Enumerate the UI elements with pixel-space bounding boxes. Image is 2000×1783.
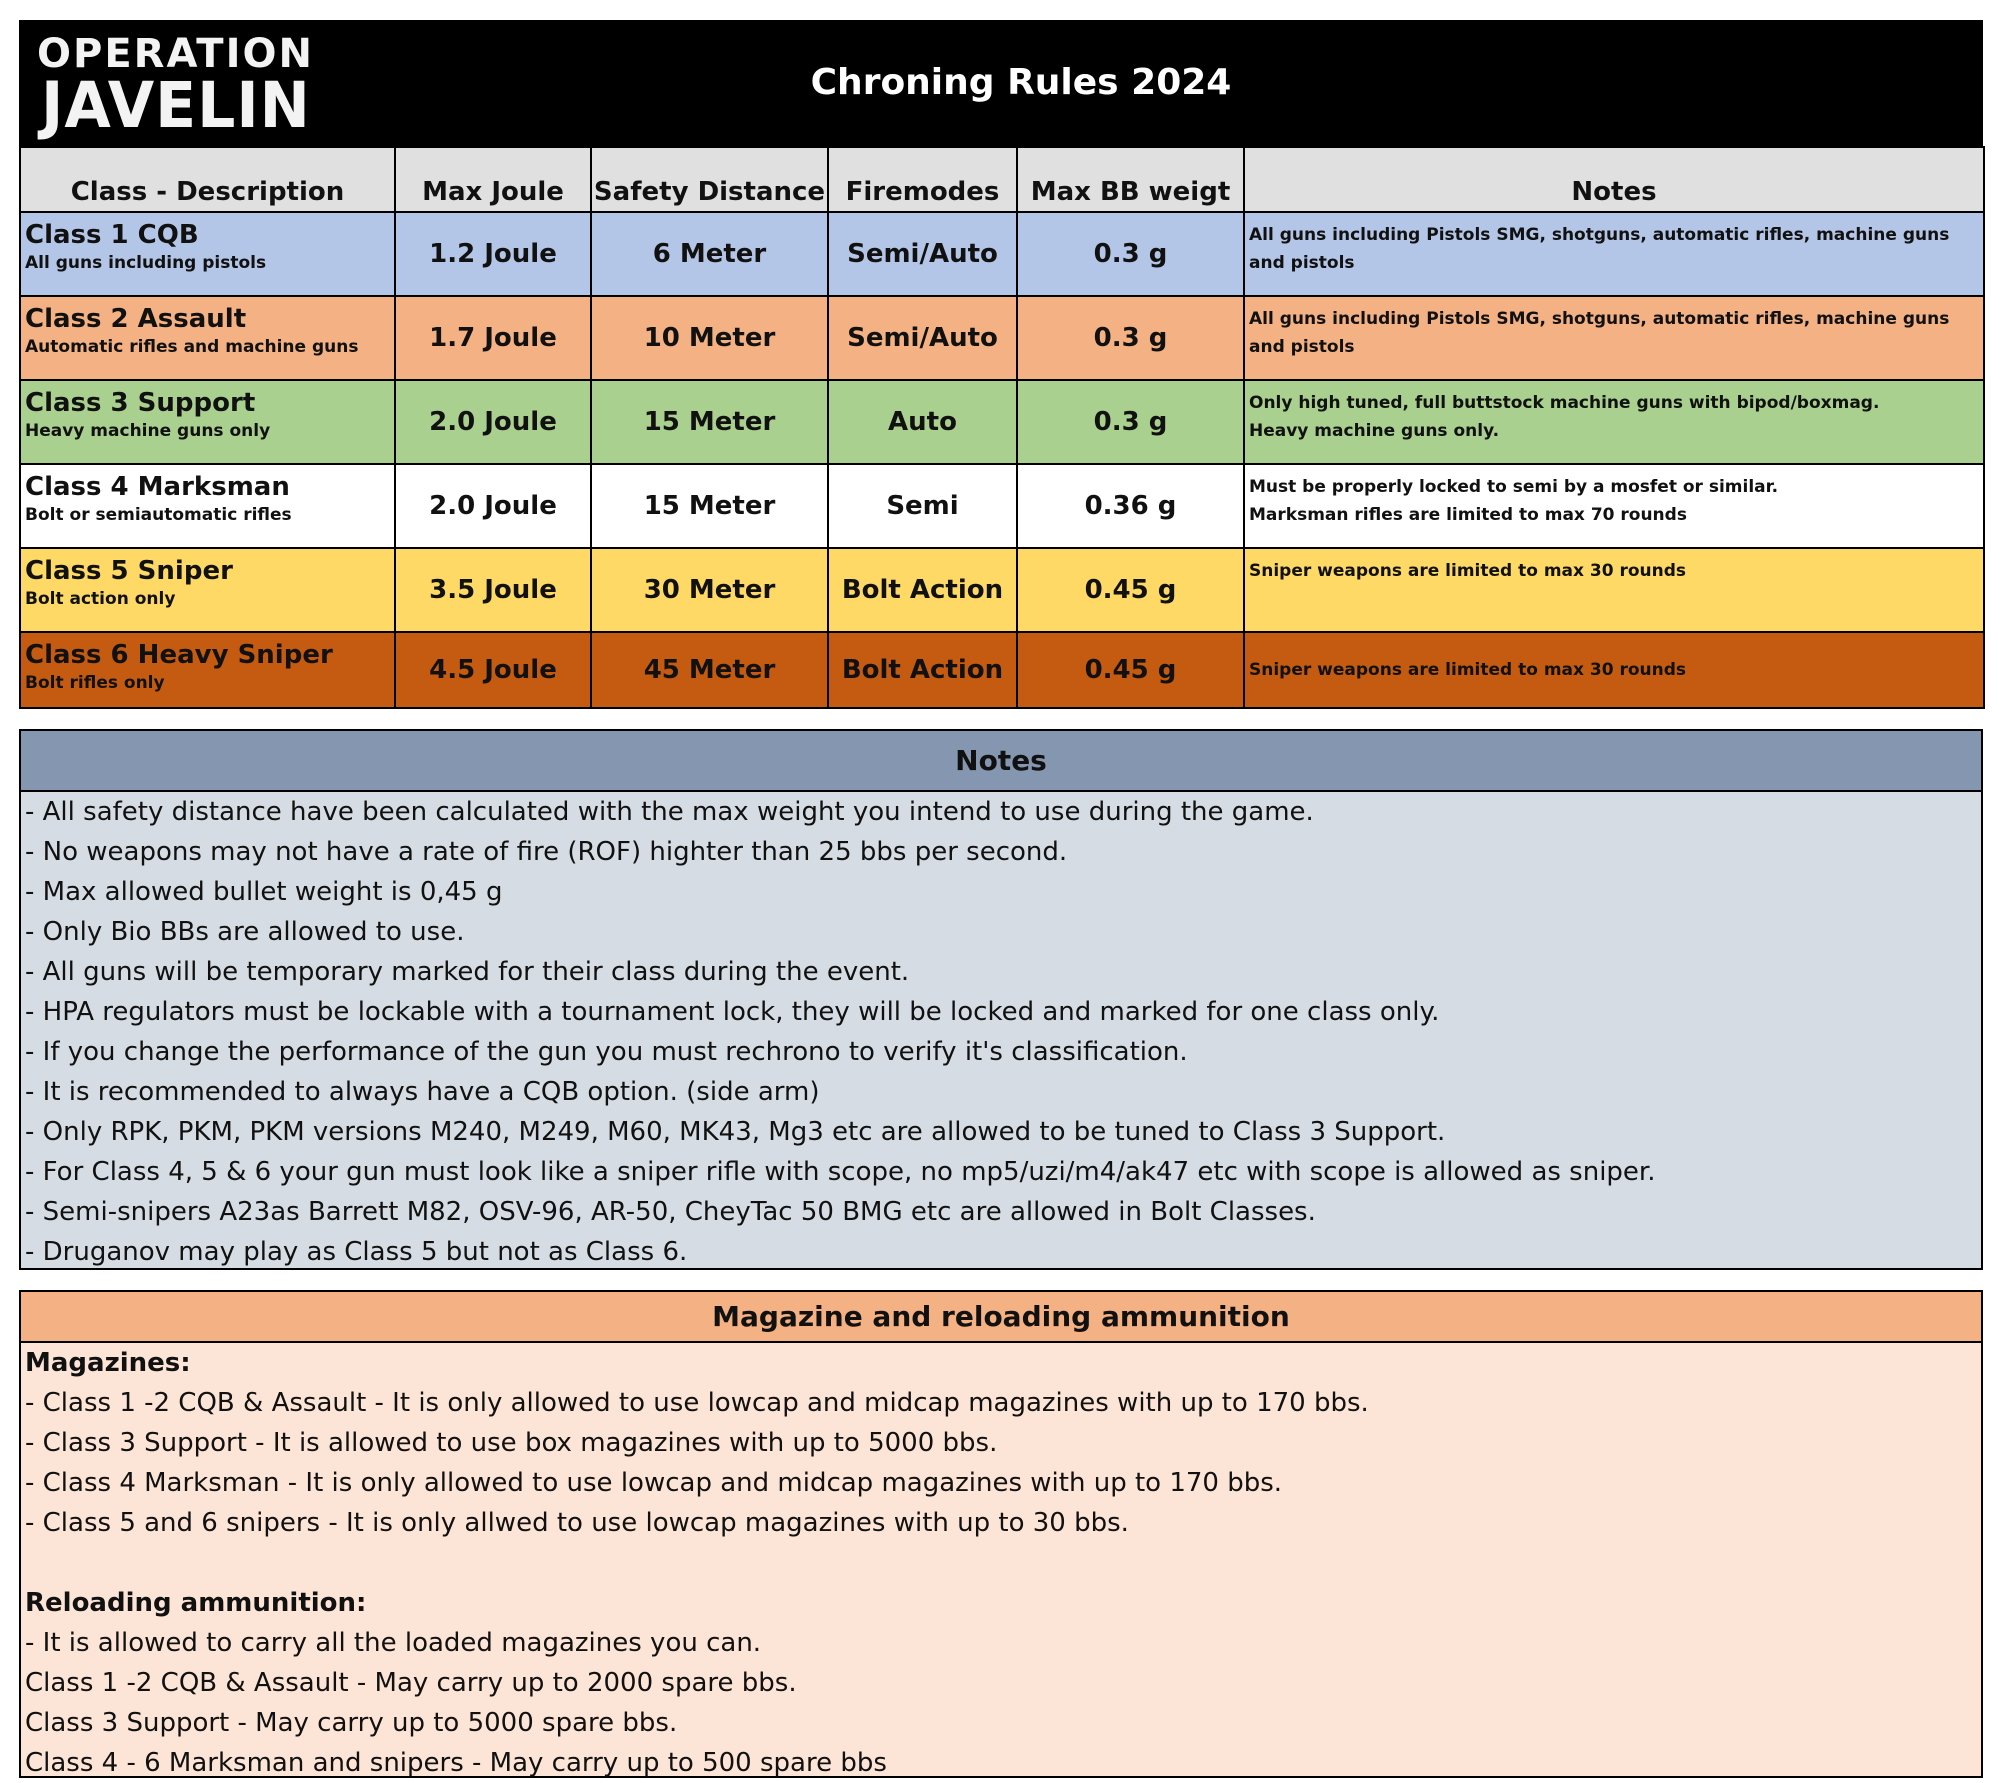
- magazine-rule-line: - Class 1 -2 CQB & Assault - It is only allowed to use lowcap and midcap magazines with up to 170 bbs.: [25, 1388, 1369, 1418]
- notes-line: - HPA regulators must be lockable with a tournament lock, they will be locked and marked for one class only.: [25, 997, 1440, 1027]
- reloading-rule-line: Class 4 - 6 Marksman and snipers - May carry up to 500 spare bbs: [25, 1748, 887, 1778]
- max-joule-cell: 2.0 Joule: [395, 380, 591, 464]
- notes-line: - Only Bio BBs are allowed to use.: [25, 917, 465, 947]
- max-joule-cell: 1.7 Joule: [395, 296, 591, 380]
- notes-line: - All safety distance have been calculated with the max weight you intend to use during the game.: [25, 797, 1314, 827]
- reloading-list: [21, 1623, 1981, 1783]
- col-header-max-joule: Max Joule: [395, 147, 591, 212]
- class-table: [19, 146, 1985, 709]
- notes-section: [19, 729, 1983, 1270]
- firemodes-cell: Bolt Action: [828, 548, 1017, 632]
- reloading-heading: Reloading ammunition:: [25, 1588, 367, 1618]
- class-notes-cell: [1244, 380, 1984, 464]
- class-note-line: Only high tuned, full buttstock machine guns with bipod/boxmag.: [1249, 393, 1880, 413]
- safety-distance-cell: 15 Meter: [591, 464, 828, 548]
- notes-line: - Only RPK, PKM, PKM versions M240, M249, M60, MK43, Mg3 etc are allowed to be tuned to Class 3 Support.: [25, 1117, 1446, 1147]
- class-notes-cell: [1244, 548, 1984, 632]
- spacer: [21, 1543, 1981, 1583]
- safety-distance-cell: 10 Meter: [591, 296, 828, 380]
- class-subtitle: Bolt rifles only: [25, 673, 165, 693]
- notes-line: - Semi-snipers A23as Barrett M82, OSV-96, AR-50, CheyTac 50 BMG etc are allowed in Bolt Classes.: [25, 1197, 1316, 1227]
- max-joule-cell: 1.2 Joule: [395, 212, 591, 296]
- class-subtitle: Heavy machine guns only: [25, 421, 271, 441]
- col-header-class: Class - Description: [20, 147, 395, 212]
- magazine-rule-line: - Class 5 and 6 snipers - It is only allwed to use lowcap magazines with up to 30 bbs.: [25, 1508, 1129, 1538]
- class-name: Class 4 Marksman: [25, 472, 290, 502]
- class-description: [20, 212, 395, 296]
- magazines-list: [21, 1383, 1981, 1543]
- class-notes-cell: [1244, 632, 1984, 708]
- reloading-rule-line: - It is allowed to carry all the loaded magazines you can.: [25, 1628, 762, 1658]
- safety-distance-cell: 6 Meter: [591, 212, 828, 296]
- class-description: [20, 296, 395, 380]
- class-name: Class 6 Heavy Sniper: [25, 640, 333, 670]
- header-bar: [19, 20, 1983, 146]
- class-subtitle: Bolt or semiautomatic rifles: [25, 505, 292, 525]
- class-description: [20, 548, 395, 632]
- class-name: Class 2 Assault: [25, 304, 247, 334]
- col-header-notes: Notes: [1244, 147, 1984, 212]
- notes-body: [21, 792, 1981, 1268]
- magazine-body: [21, 1343, 1981, 1776]
- magazine-rule-line: - Class 3 Support - It is allowed to use box magazines with up to 5000 bbs.: [25, 1428, 998, 1458]
- class-row: [20, 632, 1984, 708]
- max-bb-weight-cell: 0.45 g: [1017, 632, 1244, 708]
- logo-line-2: JAVELIN: [41, 69, 311, 143]
- max-joule-cell: 4.5 Joule: [395, 632, 591, 708]
- class-description: [20, 632, 395, 708]
- class-notes-cell: [1244, 464, 1984, 548]
- max-bb-weight-cell: 0.3 g: [1017, 380, 1244, 464]
- class-name: Class 5 Sniper: [25, 556, 233, 586]
- notes-line: - No weapons may not have a rate of fire (ROF) highter than 25 bbs per second.: [25, 837, 1068, 867]
- class-notes-cell: [1244, 296, 1984, 380]
- class-name: Class 1 CQB: [25, 220, 199, 250]
- chroning-rules-document: [19, 20, 1983, 1778]
- firemodes-cell: Auto: [828, 380, 1017, 464]
- class-note-line: Heavy machine guns only.: [1249, 421, 1500, 441]
- firemodes-cell: Semi/Auto: [828, 212, 1017, 296]
- class-notes-cell: [1244, 212, 1984, 296]
- class-row: [20, 548, 1984, 632]
- notes-line: - For Class 4, 5 & 6 your gun must look like a sniper rifle with scope, no mp5/uzi/m4/ak47 etc with scope is allowed as sniper.: [25, 1157, 1656, 1187]
- class-note-line: Marksman rifles are limited to max 70 rounds: [1249, 505, 1687, 525]
- class-row: [20, 212, 1984, 296]
- notes-line: - If you change the performance of the gun you must rechrono to verify it's classification.: [25, 1037, 1188, 1067]
- col-header-firemodes: Firemodes: [828, 147, 1017, 212]
- logo-line-1: OPERATION: [37, 31, 314, 77]
- class-subtitle: Automatic rifles and machine guns: [25, 337, 359, 357]
- class-note-line: Must be properly locked to semi by a mosfet or similar.: [1249, 477, 1779, 497]
- class-table-body: [20, 212, 1984, 708]
- class-row: [20, 296, 1984, 380]
- safety-distance-cell: 45 Meter: [591, 632, 828, 708]
- notes-title: Notes: [21, 731, 1981, 792]
- safety-distance-cell: 30 Meter: [591, 548, 828, 632]
- class-note-line: Sniper weapons are limited to max 30 rounds: [1249, 561, 1687, 581]
- max-bb-weight-cell: 0.36 g: [1017, 464, 1244, 548]
- class-note-line: All guns including Pistols SMG, shotguns, automatic rifles, machine guns and pistols: [1249, 225, 1950, 273]
- firemodes-cell: Semi: [828, 464, 1017, 548]
- firemodes-cell: Bolt Action: [828, 632, 1017, 708]
- safety-distance-cell: 15 Meter: [591, 380, 828, 464]
- firemodes-cell: Semi/Auto: [828, 296, 1017, 380]
- reloading-rule-line: Class 1 -2 CQB & Assault - May carry up to 2000 spare bbs.: [25, 1668, 797, 1698]
- max-bb-weight-cell: 0.45 g: [1017, 548, 1244, 632]
- class-description: [20, 380, 395, 464]
- class-table-header-row: [20, 147, 1984, 212]
- notes-line: - It is recommended to always have a CQB option. (side arm): [25, 1077, 820, 1107]
- page-title: Chroning Rules 2024: [810, 62, 1232, 103]
- col-header-max-bb-weight: Max BB weigt: [1017, 147, 1244, 212]
- col-header-safety-distance: Safety Distance: [591, 147, 828, 212]
- class-subtitle: All guns including pistols: [25, 253, 267, 273]
- reloading-rule-line: Class 3 Support - May carry up to 5000 spare bbs.: [25, 1708, 678, 1738]
- magazine-section: [19, 1290, 1983, 1778]
- notes-line: - Druganov may play as Class 5 but not as Class 6.: [25, 1237, 688, 1267]
- magazine-rule-line: - Class 4 Marksman - It is only allowed to use lowcap and midcap magazines with up to 170 bbs.: [25, 1468, 1283, 1498]
- class-name: Class 3 Support: [25, 388, 256, 418]
- max-bb-weight-cell: 0.3 g: [1017, 296, 1244, 380]
- notes-line: - All guns will be temporary marked for their class during the event.: [25, 957, 910, 987]
- max-joule-cell: 2.0 Joule: [395, 464, 591, 548]
- class-description: [20, 464, 395, 548]
- max-joule-cell: 3.5 Joule: [395, 548, 591, 632]
- notes-line: - Max allowed bullet weight is 0,45 g: [25, 877, 503, 907]
- max-bb-weight-cell: 0.3 g: [1017, 212, 1244, 296]
- class-note-line: Sniper weapons are limited to max 30 rounds: [1249, 660, 1687, 680]
- class-subtitle: Bolt action only: [25, 589, 176, 609]
- class-row: [20, 464, 1984, 548]
- class-note-line: All guns including Pistols SMG, shotguns, automatic rifles, machine guns and pistols: [1249, 309, 1950, 357]
- magazine-title: Magazine and reloading ammunition: [21, 1292, 1981, 1343]
- class-row: [20, 380, 1984, 464]
- magazines-heading: Magazines:: [25, 1348, 191, 1378]
